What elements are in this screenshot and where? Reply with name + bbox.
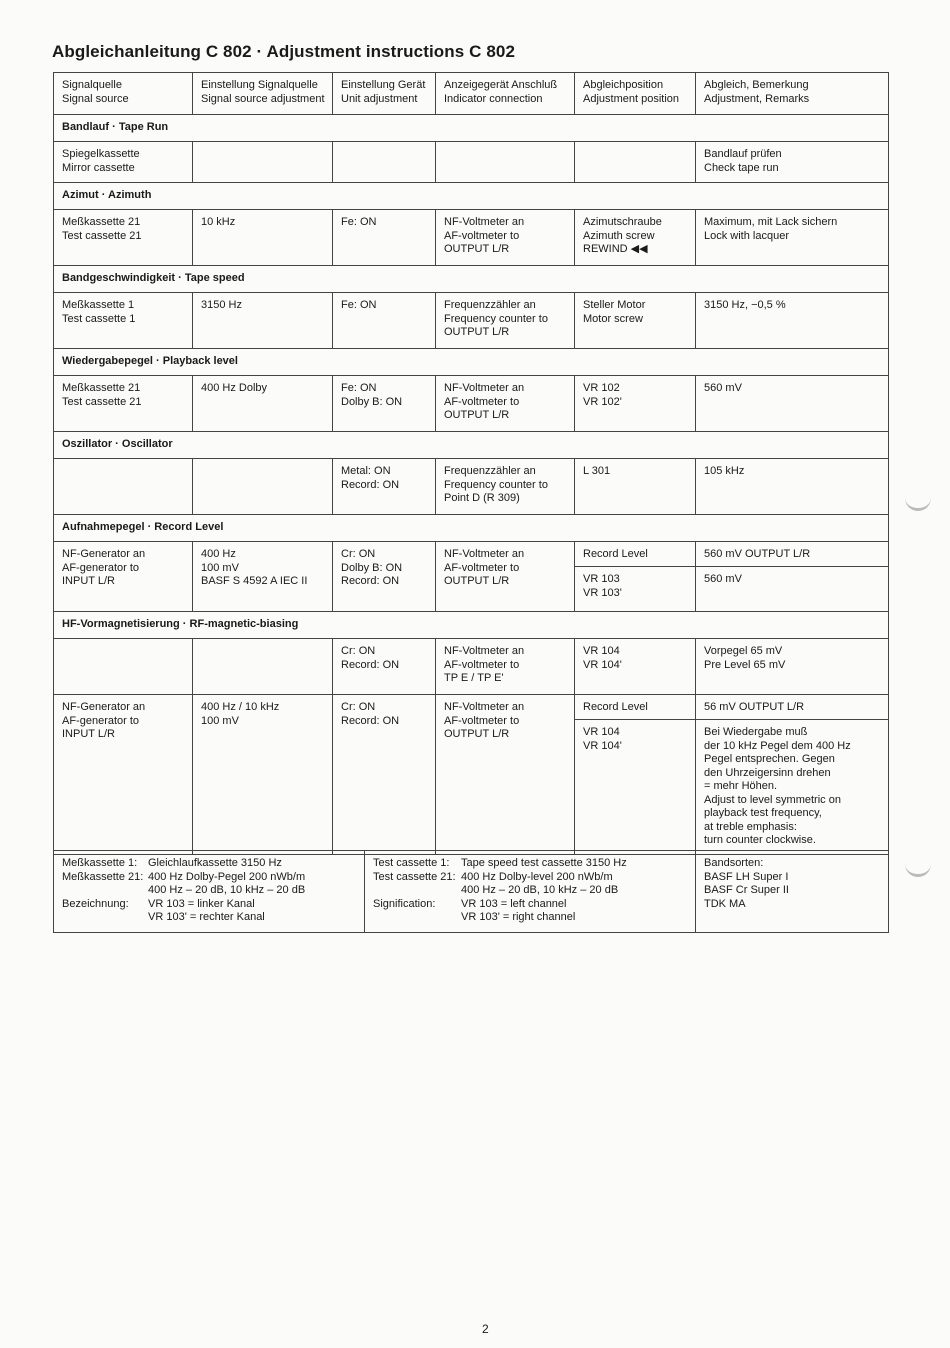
cell-indicator: NF-Voltmeter an AF-voltmeter to OUTPUT L/R: [436, 376, 575, 432]
cell-position: L 301: [575, 459, 696, 515]
cell-unit: Cr: ON Record: ON: [333, 639, 436, 695]
cell-remark: Vorpegel 65 mV Pre Level 65 mV: [696, 639, 889, 695]
cell-indicator: NF-Voltmeter an AF-voltmeter to TP E / TP E': [436, 639, 575, 695]
legend-table: [53, 850, 889, 933]
cell-indicator: NF-Voltmeter an AF-voltmeter to OUTPUT L/R: [436, 542, 575, 612]
cell-unit: Fe: ON Dolby B: ON: [333, 376, 436, 432]
legend-german: Meßkassette 1: Gleichlaufkassette 3150 Hz Meßkassette 21: 400 Hz Dolby-Pegel 200 nWb/m 400 Hz – 20 dB, 10 kHz – 20 dB Bezeichnung: VR 103 = linker Kanal VR 103' = rechter Kanal: [54, 851, 365, 933]
cell-source: NF-Generator an AF-generator to INPUT L/R: [54, 695, 193, 855]
section-heading-record-level: Aufnahmepegel · Record Level: [54, 515, 889, 542]
header-remarks: Abgleich, Bemerkung Adjustment, Remarks: [696, 73, 889, 115]
table-row: [54, 376, 889, 432]
cell-unit: Cr: ON Record: ON: [333, 695, 436, 855]
cell-source: Meßkassette 1 Test cassette 1: [54, 293, 193, 349]
cell-source-adj: 400 Hz 100 mV BASF S 4592 A IEC II: [193, 542, 333, 612]
cell-position: Azimutschraube Azimuth screw REWIND ◀◀: [575, 210, 696, 266]
header-adjustment-position: Abgleichposition Adjustment position: [575, 73, 696, 115]
cell-source-adj: 400 Hz / 10 kHz 100 mV: [193, 695, 333, 855]
cell-indicator: NF-Voltmeter an AF-voltmeter to OUTPUT L/R: [436, 695, 575, 855]
table-row: [54, 210, 889, 266]
section-heading-azimuth: Azimut · Azimuth: [54, 183, 889, 210]
cell-position: VR 104 VR 104': [575, 639, 696, 695]
cell-source: NF-Generator an AF-generator to INPUT L/R: [54, 542, 193, 612]
legend-english: Test cassette 1: Tape speed test cassette 3150 Hz Test cassette 21: 400 Hz Dolby-level 200 nWb/m 400 Hz – 20 dB, 10 kHz – 20 dB Signification: VR 103 = left channel VR 103' = right channel: [365, 851, 696, 933]
table-row: [54, 293, 889, 349]
cell-source: Meßkassette 21 Test cassette 21: [54, 376, 193, 432]
section-heading-oscillator: Oszillator · Oscillator: [54, 432, 889, 459]
table-row: [54, 542, 889, 612]
table-row: [54, 695, 889, 855]
cell-indicator: Frequenzzähler an Frequency counter to Point D (R 309): [436, 459, 575, 515]
cell-remark: 105 kHz: [696, 459, 889, 515]
legend-tape-types: Bandsorten: BASF LH Super I BASF Cr Super II TDK MA: [696, 851, 889, 933]
cell-source-adj: 10 kHz: [193, 210, 333, 266]
cell-unit: Metal: ON Record: ON: [333, 459, 436, 515]
cell-unit: Fe: ON: [333, 210, 436, 266]
cell-remark: Maximum, mit Lack sichern Lock with lacquer: [696, 210, 889, 266]
cell-unit: Cr: ON Dolby B: ON Record: ON: [333, 542, 436, 612]
cell-position: VR 102 VR 102': [575, 376, 696, 432]
cell-position: Record Level VR 103 VR 103': [575, 542, 696, 612]
cell-source-adj: 400 Hz Dolby: [193, 376, 333, 432]
cell-source: Meßkassette 21 Test cassette 21: [54, 210, 193, 266]
section-heading-biasing: HF-Vormagnetisierung · RF-magnetic-biasing: [54, 612, 889, 639]
header-signal-source: Signalquelle Signal source: [54, 73, 193, 115]
adjustment-table: [53, 72, 889, 855]
cell-indicator: NF-Voltmeter an AF-voltmeter to OUTPUT L/R: [436, 210, 575, 266]
cell-source-adj: 3150 Hz: [193, 293, 333, 349]
header-unit-adjustment: Einstellung Gerät Unit adjustment: [333, 73, 436, 115]
cell-remark: 3150 Hz, −0,5 %: [696, 293, 889, 349]
binder-hole-mark: [905, 498, 931, 511]
binder-hole-mark: [905, 864, 931, 877]
page-title: Abgleichanleitung C 802 · Adjustment instructions C 802: [52, 42, 515, 61]
table-row: [54, 639, 889, 695]
cell-position: Steller Motor Motor screw: [575, 293, 696, 349]
cell-unit: Fe: ON: [333, 293, 436, 349]
cell-indicator: Frequenzzähler an Frequency counter to OUTPUT L/R: [436, 293, 575, 349]
table-header-row: [54, 73, 889, 115]
section-heading-tape-speed: Bandgeschwindigkeit · Tape speed: [54, 266, 889, 293]
cell-remark: Bandlauf prüfen Check tape run: [696, 142, 889, 183]
table-row: [54, 459, 889, 515]
cell-position: Record Level VR 104 VR 104': [575, 695, 696, 855]
cell-remark: 560 mV OUTPUT L/R 560 mV: [696, 542, 889, 612]
cell-remark: 560 mV: [696, 376, 889, 432]
header-source-adjustment: Einstellung Signalquelle Signal source adjustment: [193, 73, 333, 115]
section-heading-playback: Wiedergabepegel · Playback level: [54, 349, 889, 376]
cell-source: Spiegelkassette Mirror cassette: [54, 142, 193, 183]
cell-remark: 56 mV OUTPUT L/R Bei Wiedergabe muß der 10 kHz Pegel dem 400 Hz Pegel entsprechen. Gegen den Uhrzeigersinn drehen = mehr Höhen. Adjust to level symmetric on playback test frequency, at treble emphasis: turn counter clockwise.: [696, 695, 889, 855]
table-row: [54, 142, 889, 183]
page-number: 2: [482, 1322, 489, 1336]
section-heading-tape-run: Bandlauf · Tape Run: [54, 115, 889, 142]
header-indicator-connection: Anzeigegerät Anschluß Indicator connection: [436, 73, 575, 115]
